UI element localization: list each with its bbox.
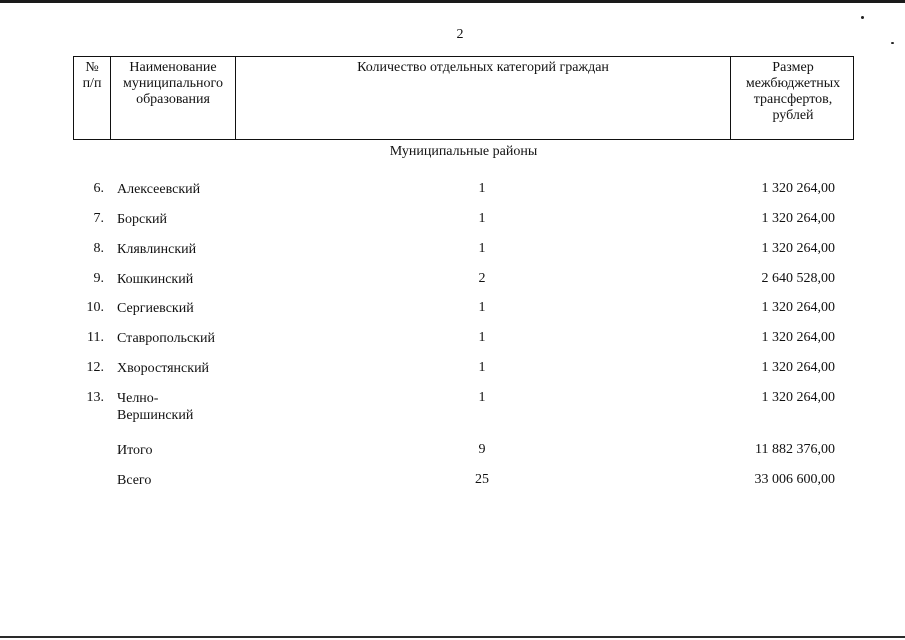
row-count: 1 — [478, 300, 486, 315]
row-number: 13. — [86, 390, 104, 405]
row-sum: 1 320 264,00 — [761, 360, 835, 375]
header-number-line: № — [85, 60, 99, 75]
row-number: 12. — [86, 360, 104, 375]
table-row — [0, 181, 905, 199]
table-row — [0, 271, 905, 289]
table-row — [0, 330, 905, 348]
top-scan-border — [0, 0, 905, 3]
row-sum: 1 320 264,00 — [761, 300, 835, 315]
row-name-line: Ставропольский — [117, 331, 215, 346]
table-row — [0, 241, 905, 259]
row-sum: 1 320 264,00 — [761, 390, 835, 405]
row-name-line: Вершинский — [117, 408, 194, 423]
total-label: Всего — [117, 473, 152, 488]
table-row — [0, 390, 905, 423]
row-name — [117, 241, 267, 258]
header-count-label: Количество отдельных категорий граждан — [357, 60, 609, 75]
header-size-column — [731, 57, 855, 139]
row-name — [117, 300, 267, 317]
row-sum: 2 640 528,00 — [761, 271, 835, 286]
total-sum: 33 006 600,00 — [754, 472, 835, 487]
subtotal-label: Итого — [117, 443, 153, 458]
row-number: 9. — [93, 271, 104, 286]
row-name-line: Клявлинский — [117, 242, 197, 257]
page-number: 2 — [456, 27, 464, 42]
row-name — [117, 211, 267, 228]
header-name-line: муниципального — [123, 76, 223, 91]
row-count: 1 — [478, 181, 486, 196]
bottom-scan-border — [0, 636, 905, 638]
header-size-line: рублей — [772, 108, 814, 123]
header-size-line: межбюджетных — [745, 76, 841, 91]
row-name — [117, 330, 267, 347]
row-name — [117, 390, 267, 424]
header-size-line: трансфертов, — [753, 92, 833, 107]
row-number: 10. — [86, 300, 104, 315]
header-number-line: п/п — [82, 76, 102, 91]
row-count: 1 — [478, 330, 486, 345]
table-row — [0, 300, 905, 318]
row-name — [117, 181, 267, 198]
header-name-line: образования — [136, 92, 210, 107]
header-name-line: Наименование — [129, 60, 217, 75]
scan-speck — [861, 16, 864, 19]
row-sum: 1 320 264,00 — [761, 181, 835, 196]
row-name-line: Челно- — [117, 391, 159, 406]
subtotal-count: 9 — [478, 442, 486, 457]
header-name-column — [111, 57, 236, 139]
row-name-line: Алексеевский — [117, 182, 201, 197]
row-name — [117, 271, 267, 288]
subtotal-row — [0, 442, 905, 460]
total-row — [0, 472, 905, 490]
table-header — [73, 56, 854, 140]
row-count: 1 — [478, 390, 486, 405]
row-number: 11. — [87, 330, 104, 345]
row-sum: 1 320 264,00 — [761, 330, 835, 345]
row-name-line: Борский — [117, 212, 168, 227]
section-title: Муниципальные районы — [389, 144, 538, 159]
total-count: 25 — [475, 472, 489, 487]
row-count: 1 — [478, 241, 486, 256]
row-count: 1 — [478, 360, 486, 375]
row-name-line: Кошкинский — [117, 272, 194, 287]
header-size-line: Размер — [772, 60, 814, 75]
subtotal-sum: 11 882 376,00 — [755, 442, 835, 457]
row-sum: 1 320 264,00 — [761, 211, 835, 226]
row-name-line: Сергиевский — [117, 301, 194, 316]
header-count-column — [236, 57, 731, 139]
row-number: 8. — [93, 241, 104, 256]
row-number: 6. — [93, 181, 104, 196]
row-count: 2 — [478, 271, 486, 286]
table-row — [0, 211, 905, 229]
row-number: 7. — [93, 211, 104, 226]
table-row — [0, 360, 905, 378]
row-sum: 1 320 264,00 — [761, 241, 835, 256]
scan-speck — [891, 42, 894, 44]
row-name — [117, 360, 267, 377]
row-count: 1 — [478, 211, 486, 226]
row-name-line: Хворостянский — [117, 361, 210, 376]
header-number-column — [74, 57, 111, 139]
